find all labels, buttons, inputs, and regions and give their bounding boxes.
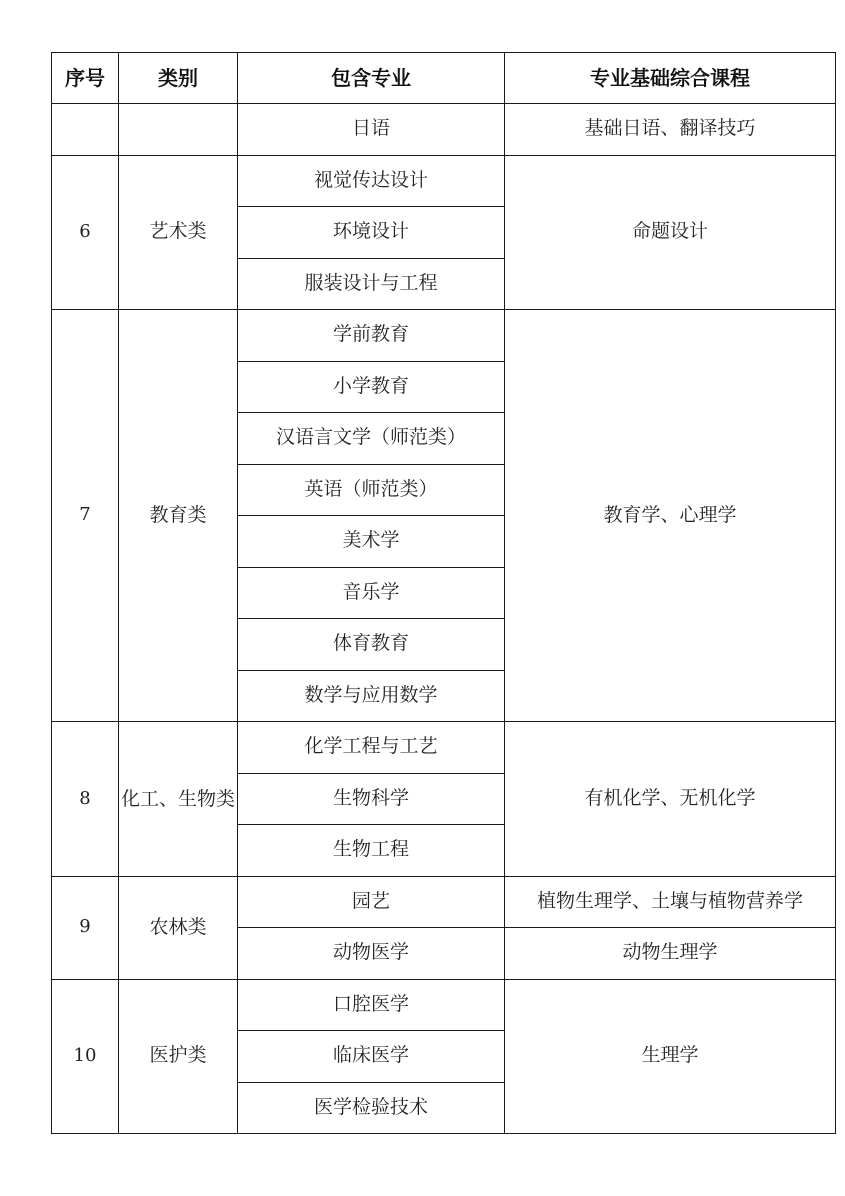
major-cell: 体育教育 xyxy=(238,619,505,671)
table-row xyxy=(52,876,836,928)
major-cell: 英语（师范类） xyxy=(238,464,505,516)
table-row xyxy=(52,155,836,207)
category-cell: 化工、生物类 xyxy=(119,722,238,877)
table-row xyxy=(52,979,836,1031)
category-cell: 教育类 xyxy=(119,310,238,722)
number-cell: 7 xyxy=(52,310,119,722)
header-category: 类别 xyxy=(119,53,238,104)
majors-table xyxy=(51,52,836,1134)
major-cell: 生物工程 xyxy=(238,825,505,877)
number-cell: 10 xyxy=(52,979,119,1134)
major-cell: 视觉传达设计 xyxy=(238,155,505,207)
course-cell: 命题设计 xyxy=(505,155,836,310)
table-row xyxy=(52,104,836,156)
number-cell: 9 xyxy=(52,876,119,979)
number-cell xyxy=(52,104,119,156)
major-cell: 音乐学 xyxy=(238,567,505,619)
major-cell: 动物医学 xyxy=(238,928,505,980)
category-cell: 农林类 xyxy=(119,876,238,979)
header-course: 专业基础综合课程 xyxy=(505,53,836,104)
major-cell: 环境设计 xyxy=(238,207,505,259)
major-cell: 小学教育 xyxy=(238,361,505,413)
header-row xyxy=(52,53,836,104)
major-cell: 数学与应用数学 xyxy=(238,670,505,722)
major-cell: 日语 xyxy=(238,104,505,156)
major-cell: 美术学 xyxy=(238,516,505,568)
course-cell: 生理学 xyxy=(505,979,836,1134)
course-cell: 教育学、心理学 xyxy=(505,310,836,722)
major-cell: 园艺 xyxy=(238,876,505,928)
major-cell: 生物科学 xyxy=(238,773,505,825)
category-cell: 艺术类 xyxy=(119,155,238,310)
course-cell: 有机化学、无机化学 xyxy=(505,722,836,877)
major-cell: 医学检验技术 xyxy=(238,1082,505,1134)
major-cell: 服装设计与工程 xyxy=(238,258,505,310)
table-row xyxy=(52,310,836,362)
course-cell: 基础日语、翻译技巧 xyxy=(505,104,836,156)
course-cell: 植物生理学、土壤与植物营养学 xyxy=(505,876,836,928)
category-cell: 医护类 xyxy=(119,979,238,1134)
header-majors: 包含专业 xyxy=(238,53,505,104)
header-number: 序号 xyxy=(52,53,119,104)
number-cell: 8 xyxy=(52,722,119,877)
major-cell: 汉语言文学（师范类） xyxy=(238,413,505,465)
number-cell: 6 xyxy=(52,155,119,310)
major-cell: 口腔医学 xyxy=(238,979,505,1031)
table-row xyxy=(52,722,836,774)
major-cell: 临床医学 xyxy=(238,1031,505,1083)
major-cell: 化学工程与工艺 xyxy=(238,722,505,774)
category-cell xyxy=(119,104,238,156)
major-cell: 学前教育 xyxy=(238,310,505,362)
course-cell: 动物生理学 xyxy=(505,928,836,980)
